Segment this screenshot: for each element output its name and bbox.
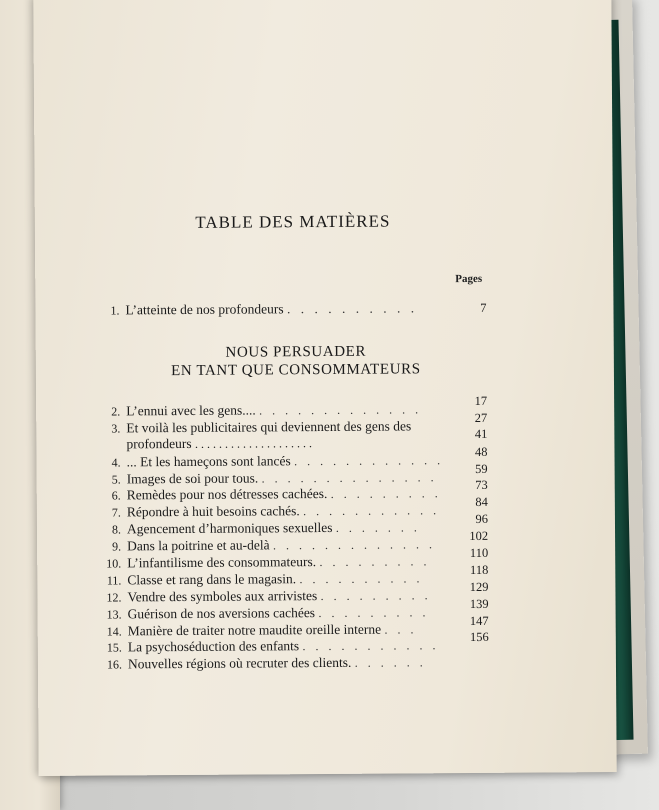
toc-entry-number: 2.	[102, 403, 120, 419]
toc-entry-page: 17	[459, 393, 487, 409]
toc-entry	[103, 519, 488, 538]
toc-entry-leader: . . . . . . . . .	[331, 486, 442, 501]
toc-entry	[103, 536, 488, 555]
toc-entry	[101, 300, 486, 319]
toc-entry	[102, 401, 487, 420]
toc-entry-leader: . . . . . . . . . . . . .	[273, 537, 436, 552]
toc-entry-title: Agencement d’harmoniques sexuelles	[127, 520, 333, 536]
toc-entry-number: 8.	[103, 521, 121, 537]
toc-entry-leader: . . . . . . . . . . .	[303, 503, 440, 518]
toc-entry	[104, 604, 489, 623]
toc-entry	[103, 570, 488, 589]
pages-column-label: Pages	[455, 273, 482, 285]
toc-entry-number: 13.	[104, 606, 122, 622]
toc-entry-leader: . . . . . . . . .	[321, 588, 432, 603]
toc-entry-title: profondeurs	[126, 436, 191, 451]
toc-entry-number: 16.	[104, 656, 122, 672]
toc-entry-title: Classe et rang dans le magasin.	[127, 571, 296, 587]
toc-entry-page: 59	[460, 461, 488, 477]
toc-entry-number: 3.	[102, 420, 120, 436]
toc-entry-title: Vendre des symboles aux arrivistes	[127, 588, 317, 604]
toc-entry-title: Répondre à huit besoins cachés.	[127, 503, 300, 519]
toc-entry-page: 27	[459, 410, 487, 426]
toc-entry-title: Dans la poitrine et au-delà	[127, 537, 270, 553]
toc-entry-number: 5.	[103, 471, 121, 487]
toc-entry-title: Manière de traiter notre maudite oreille interne	[128, 622, 381, 639]
toc-entry-title: Et voilà les publicitaires qui deviennent des gens des	[126, 418, 411, 435]
toc-entry	[104, 637, 489, 656]
toc-entry-page: 41	[459, 426, 487, 442]
toc-entry-leader: . . . . . . . . .	[318, 605, 429, 620]
toc-entry-title: Remèdes pour nos détresses cachées.	[127, 486, 328, 502]
toc-entry-number: 10.	[103, 555, 121, 571]
toc-entry-page: 118	[460, 562, 488, 578]
toc-entry-page: 147	[461, 613, 489, 629]
toc-entry-leader: . . . . . . . . . .	[287, 300, 418, 316]
toc-entry-page: 129	[460, 579, 488, 595]
toc-entry-leader: . . . . . . . . . . . . .	[259, 402, 422, 417]
toc-entry-page: 110	[460, 545, 488, 561]
table-of-contents	[33, 0, 616, 776]
book-page	[33, 0, 616, 776]
toc-entry-page: 7	[458, 300, 486, 316]
toc-entry	[103, 553, 488, 572]
toc-entry-leader: . . . . . . . . . . .	[302, 638, 439, 653]
toc-entry	[103, 485, 488, 504]
toc-entry-title: Nouvelles régions où recruter des clients.	[128, 655, 352, 672]
toc-entry-number: 14.	[104, 623, 122, 639]
toc-entry	[126, 434, 487, 453]
toc-entry	[103, 587, 488, 606]
section-title-line1: NOUS PERSUADER	[156, 343, 436, 362]
toc-entry-title: L’atteinte de nos profondeurs	[125, 301, 283, 317]
toc-entry-number: 4.	[102, 454, 120, 470]
toc-entry-page: 73	[460, 477, 488, 493]
toc-entry-leader: . . . . . . .	[336, 520, 421, 535]
toc-entry-number: 7.	[103, 504, 121, 520]
toc-entry-page: 96	[460, 511, 488, 527]
toc-entry-page: 156	[461, 629, 489, 645]
toc-entry-leader: . . . . . . . . .	[319, 554, 430, 569]
toc-entry-title: Images de soi pour tous.	[127, 470, 259, 486]
toc-entry-title: L’ennui avec les gens....	[126, 402, 256, 418]
toc-entry-page: 48	[459, 444, 487, 460]
toc-entry-number: 9.	[103, 538, 121, 554]
toc-heading: TABLE DES MATIÈRES	[183, 211, 403, 233]
toc-entry-number: 11.	[103, 572, 121, 588]
toc-entry-title: La psychoséduction des enfants	[128, 638, 299, 654]
toc-entry-page: 84	[460, 494, 488, 510]
toc-entry-page: 102	[460, 528, 488, 544]
toc-entry-number: 12.	[103, 589, 121, 605]
toc-entry-leader: . . . . . .	[355, 655, 427, 669]
toc-entry-number: 15.	[104, 639, 122, 655]
section-title-line2: EN TANT QUE CONSOMMATEURS	[156, 361, 436, 380]
toc-entry-title: ... Et les hameçons sont lancés	[126, 453, 290, 469]
toc-entry-title: L’infantilisme des consommateurs.	[127, 554, 316, 570]
toc-entry	[102, 452, 487, 471]
toc-entry	[103, 502, 488, 521]
toc-entry-leader: . . .	[384, 622, 417, 636]
toc-entry-leader: . . . . . . . . . .	[299, 571, 423, 586]
toc-entry-number: 6.	[103, 487, 121, 503]
toc-entry-number: 1.	[101, 302, 119, 318]
toc-entry-title: Guérison de nos aversions cachées	[128, 605, 316, 621]
toc-entry-leader: . . . . . . . . . . . . . . . . . . . .	[195, 436, 312, 451]
toc-entry	[104, 654, 489, 673]
toc-entry-leader: . . . . . . . . . . . .	[294, 453, 444, 468]
toc-entry-leader: . . . . . . . . . . . . . .	[262, 470, 438, 485]
toc-entry-page: 139	[460, 596, 488, 612]
